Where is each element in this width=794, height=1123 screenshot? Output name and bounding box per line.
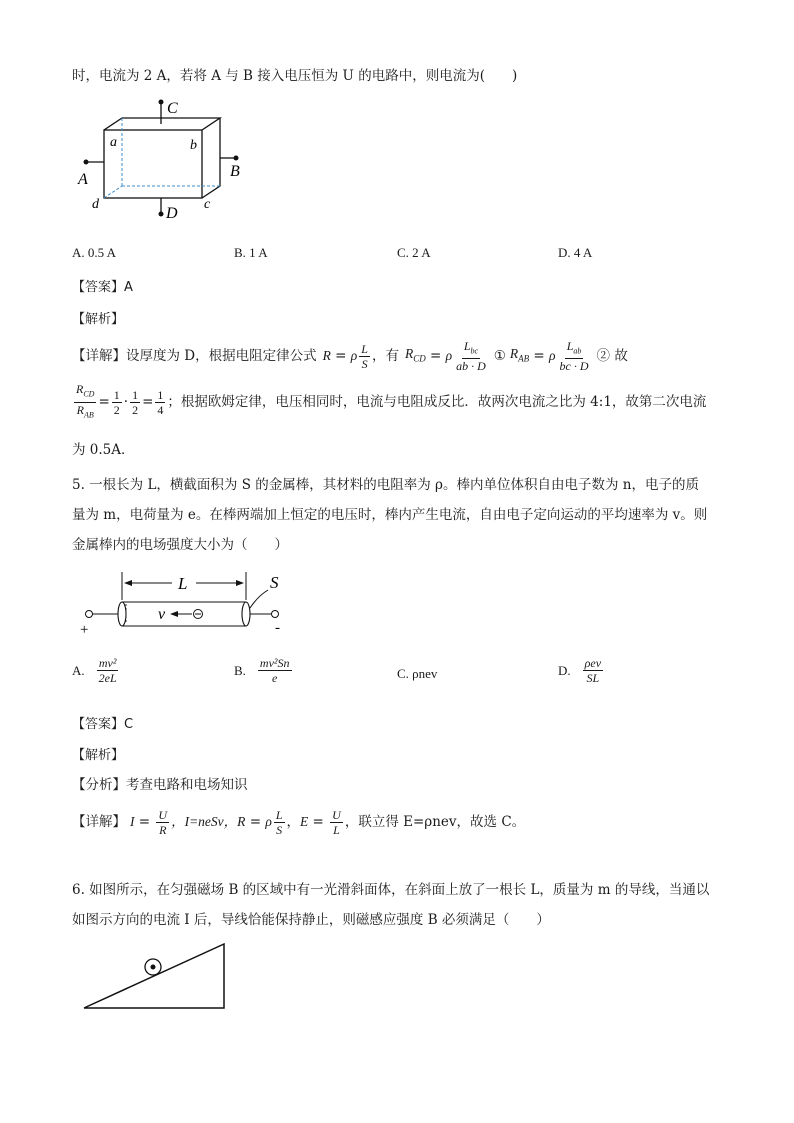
detail-text-3: ① <box>493 348 506 364</box>
label-C: C <box>167 100 178 117</box>
q4-detail-line: 【详解】 设厚度为 D，根据电阻定律公式 R = ρ $\frac{L}{S}$ ，有 $R_{CD}$ = ρ $\frac{L_{bc}}{ab \cdot D}$ ① $R_{AB}$ = ρ $\frac{L_{ab}}{bc \cdot D}$ ② 故 <box>72 338 628 374</box>
q6-stem-2: 如图示方向的电流 I 后，导线恰能保持静止，则磁感应强度 B 必须满足（ ） <box>72 912 550 928</box>
detail-tag: 【详解】 <box>72 348 126 364</box>
q4-intro: 时，电流为 2 A，若将 A 与 B 接入电压恒为 U 的电路中，则电流为( ) <box>72 68 518 84</box>
q4-option-b: B. 1 A <box>234 245 268 260</box>
label-d: d <box>92 197 99 212</box>
detail-text-1: 设厚度为 D，根据电阻定律公式 <box>126 348 317 364</box>
label-a: a <box>110 135 117 150</box>
detail-text-4: ② 故 <box>596 348 628 364</box>
q5-option-a: A. $\frac{\text{mv²}}{2eL}$ <box>72 656 117 685</box>
formula-RAB: $\frac{L_{ab}}{bc \cdot D}$ <box>559 338 589 374</box>
q5-answer: 【答案】C <box>72 717 134 732</box>
q5-stem-1: 5. 一根长为 L，横截面积为 S 的金属棒，其材料的电阻率为 ρ。棒内单位体积自由电子数为 n，电子的质 <box>72 477 699 493</box>
q5-stem-2: 量为 m，电荷量为 e。在棒两端加上恒定的电压时，棒内产生电流，自由电子定向运动的平均速率为 v。则 <box>72 507 708 523</box>
formula-RCD: $\frac{L_{bc}}{ab \cdot D}$ <box>456 338 486 374</box>
q4-answer: 【答案】A <box>72 280 133 295</box>
detail-text-2: ，有 <box>371 348 399 364</box>
q4-last-line: 为 0.5A． <box>72 442 135 458</box>
label-c: c <box>204 197 211 212</box>
q6-incline-figure <box>80 940 240 1014</box>
q5-stem-3: 金属棒内的电场强度大小为（ ） <box>72 537 288 553</box>
label-S: S <box>270 573 279 592</box>
q5-option-c: C. ρnev <box>397 666 438 681</box>
label-B: B <box>230 163 240 180</box>
label-L: L <box>178 574 188 593</box>
label-D: D <box>166 205 178 222</box>
formula-L-over-S: $\frac{L}{S}$ <box>361 341 368 371</box>
q5-fenxi: 【分析】考查电路和电场知识 <box>72 777 248 793</box>
formula-ratio: $\frac{R_{CD}}{R_{AB}}$ <box>76 382 95 419</box>
q4-box-figure <box>70 96 260 226</box>
q4-option-c: C. 2 A <box>397 245 431 260</box>
q5-analysis-heading: 【解析】 <box>72 748 125 763</box>
q4-analysis-heading: 【解析】 <box>72 312 125 327</box>
label-v: v <box>158 606 166 623</box>
label-minus: - <box>275 620 280 636</box>
label-b: b <box>190 138 197 153</box>
q4-ratio-line: $\frac{R_{CD}}{R_{AB}}$ = $\frac{1}{2}$ · $\frac{1}{2}$ = $\frac{1}{4}$ ；根据欧姆定律，电压相同时，电流与电阻成反比．故两次电流之比为 4:1，故第二次电流 <box>72 382 706 422</box>
q5-rod-figure <box>76 568 296 638</box>
q5-detail-tail: ，联立得 E=ρnev，故选 C。 <box>344 814 526 830</box>
label-plus: + <box>80 622 89 638</box>
q5-detail-mid: ，I=neSv， <box>171 814 238 829</box>
q4-option-a: A. 0.5 A <box>72 245 117 260</box>
q5-option-d: D. $\frac{\text{ρev}}{SL}$ <box>558 656 602 685</box>
q5-detail-line: 【详解】 I = $\frac{U}{R}$ ，I=neSv， R = ρ $\frac{L}{S}$ ， E = $\frac{U}{L}$ ，联立得 E=ρnev，故选 C。 <box>72 807 526 837</box>
q6-stem-1: 6. 如图所示，在匀强磁场 B 的区域中有一光滑斜面体，在斜面上放了一根长 L，质量为 m 的导线，当通以 <box>72 882 710 898</box>
q5-option-b: B. $\frac{\text{mv²Sn}}{e}$ <box>234 656 290 685</box>
label-A: A <box>78 171 88 188</box>
ratio-tail: ；根据欧姆定律，电压相同时，电流与电阻成反比．故两次电流之比为 4:1，故第二次电流 <box>167 394 707 410</box>
q4-option-d: D. 4 A <box>558 245 593 260</box>
